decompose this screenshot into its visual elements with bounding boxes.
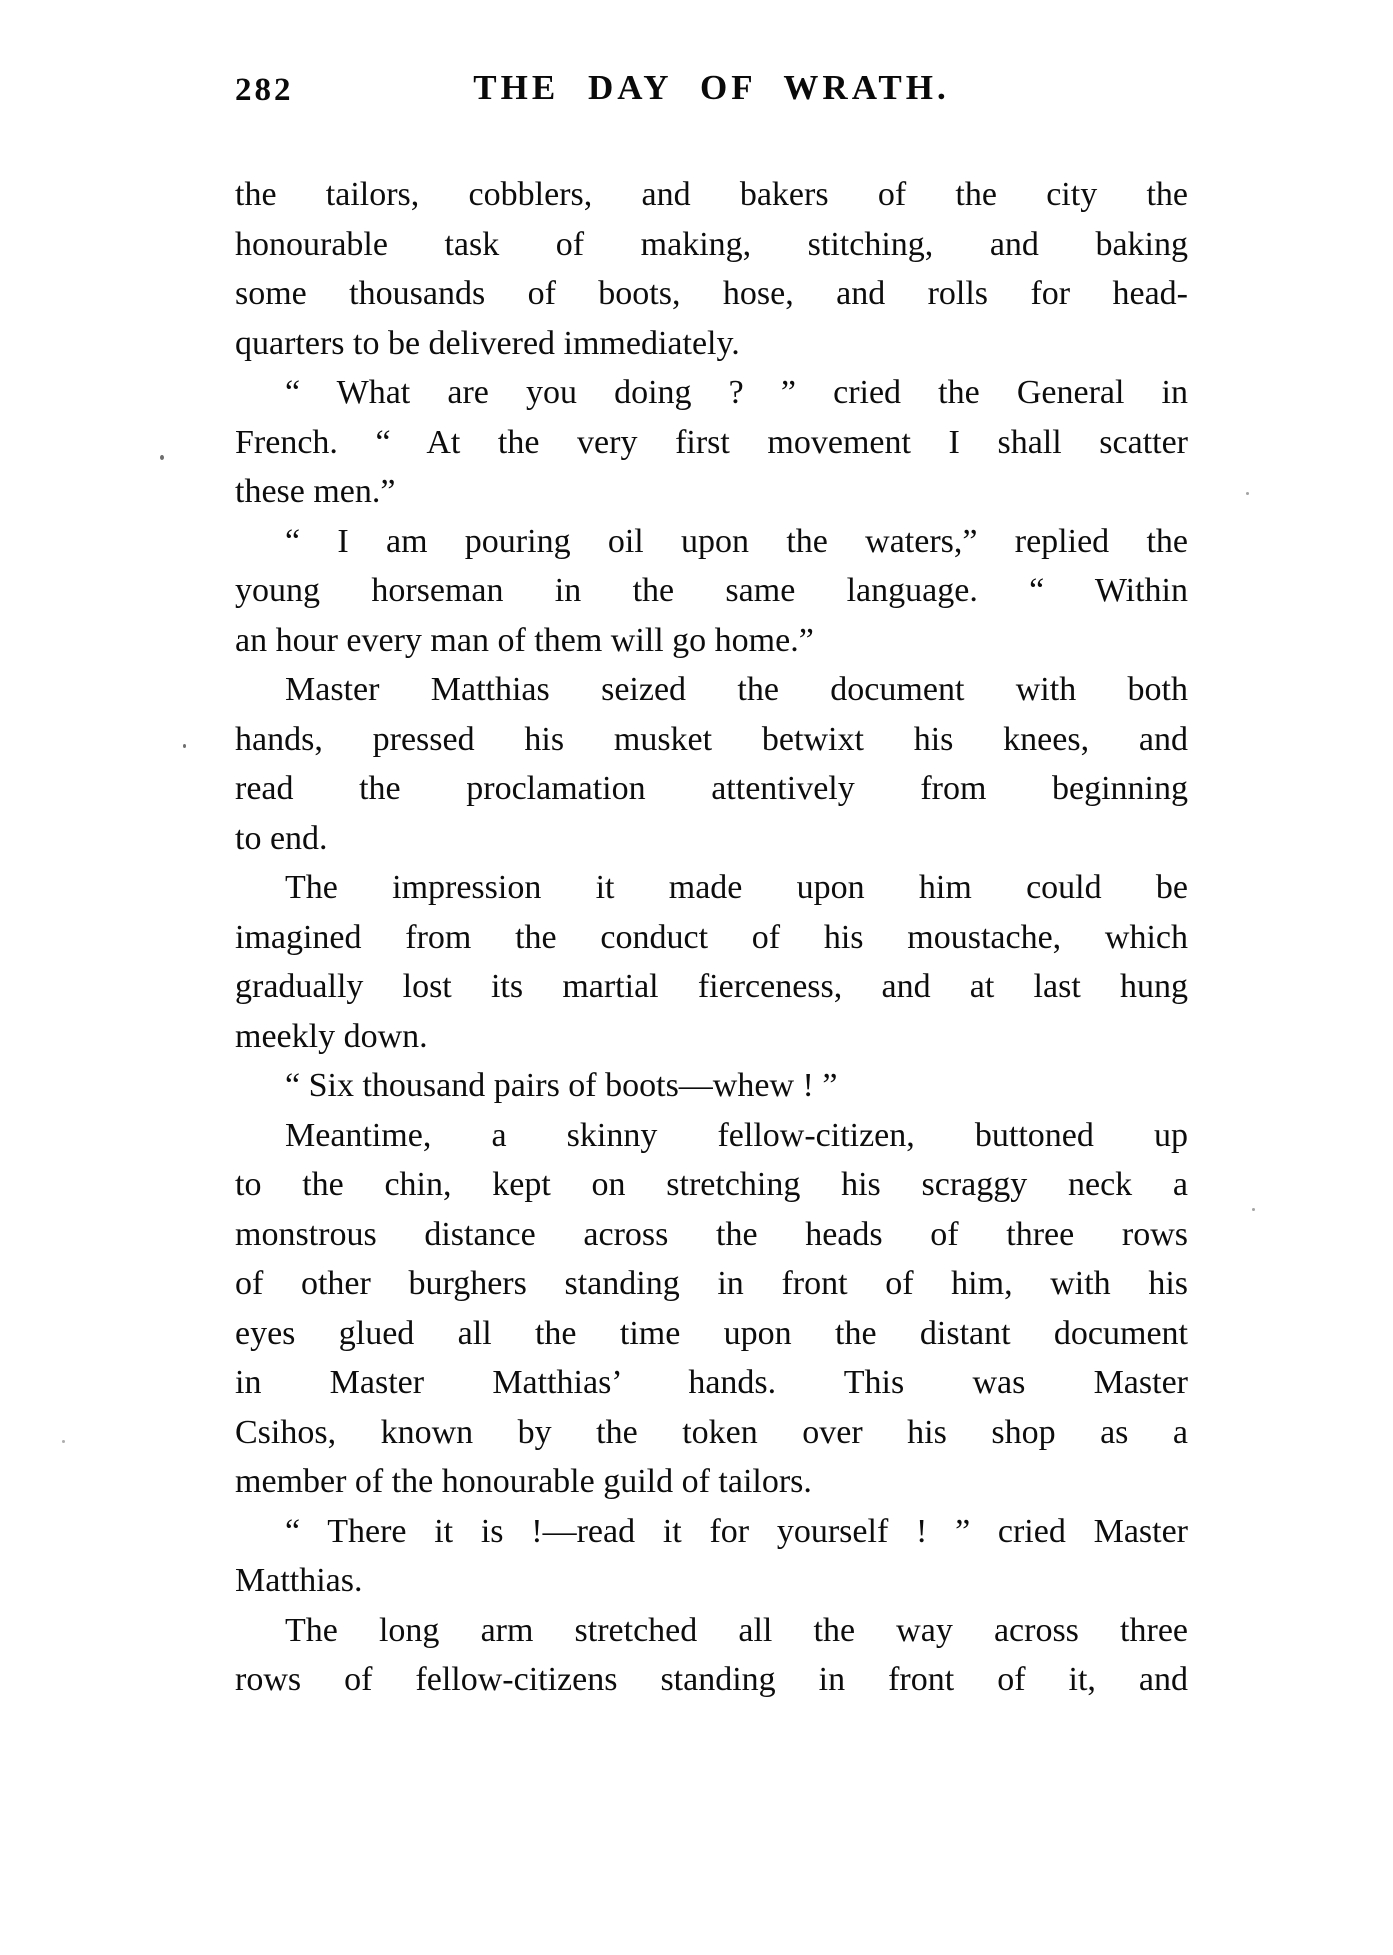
scan-speck xyxy=(1252,1208,1255,1211)
text-line: hands, pressed his musket betwixt his knees, and xyxy=(235,720,1188,758)
text-line: French. “ At the very first movement I shall scatter xyxy=(235,423,1188,461)
text-line: to the chin, kept on stretching his scraggy neck a xyxy=(235,1166,1188,1203)
scan-speck xyxy=(183,744,186,748)
text-line: member of the honourable guild of tailors. xyxy=(235,1463,812,1500)
text-line: an hour every man of them will go home.” xyxy=(235,621,814,659)
text-line: of other burghers standing in front of him, with his xyxy=(235,1265,1188,1302)
text-line: Matthias. xyxy=(235,1562,363,1599)
text-line: monstrous distance across the heads of three rows xyxy=(235,1215,1188,1253)
text-line: The impression it made upon him could be xyxy=(285,869,1188,906)
page-number: 282 xyxy=(235,72,294,108)
text-line: read the proclamation attentively from beginning xyxy=(235,770,1188,807)
text-line: “ Six thousand pairs of boots—whew ! ” xyxy=(285,1067,838,1104)
text-line: rows of fellow-citizens standing in front of it, and xyxy=(235,1661,1188,1698)
page-title: THE DAY OF WRATH. xyxy=(473,68,950,107)
running-header xyxy=(235,68,1188,112)
text-line: meekly down. xyxy=(235,1017,428,1055)
page-body xyxy=(235,170,1188,1705)
text-line: quarters to be delivered immediately. xyxy=(235,324,740,362)
text-line: some thousands of boots, hose, and rolls for head- xyxy=(235,275,1188,312)
text-line: “ There it is !—read it for yourself ! ” cried Master xyxy=(285,1512,1188,1550)
text-line: eyes glued all the time upon the distant document xyxy=(235,1314,1188,1352)
text-line: in Master Matthias’ hands. This was Master xyxy=(235,1364,1188,1401)
text-line: Master Matthias seized the document with both xyxy=(285,671,1188,708)
text-line: these men.” xyxy=(235,473,396,510)
scan-speck xyxy=(1246,492,1249,495)
text-line: Meantime, a skinny fellow-citizen, buttoned up xyxy=(285,1116,1188,1154)
text-line: “ What are you doing ? ” cried the General in xyxy=(285,374,1188,411)
text-line: young horseman in the same language. “ Within xyxy=(235,572,1188,609)
text-line: “ I am pouring oil upon the waters,” replied the xyxy=(285,522,1188,560)
text-line: the tailors, cobblers, and bakers of the city the xyxy=(235,176,1188,213)
scan-speck xyxy=(62,1440,65,1443)
text-line: imagined from the conduct of his moustache, which xyxy=(235,918,1188,956)
text-line: The long arm stretched all the way across three xyxy=(285,1611,1188,1649)
text-line: honourable task of making, stitching, and baking xyxy=(235,225,1188,263)
text-line: Csihos, known by the token over his shop as a xyxy=(235,1413,1188,1451)
text-line: to end. xyxy=(235,819,328,857)
scan-speck xyxy=(160,455,164,460)
text-line: gradually lost its martial fierceness, and at last hung xyxy=(235,968,1188,1005)
